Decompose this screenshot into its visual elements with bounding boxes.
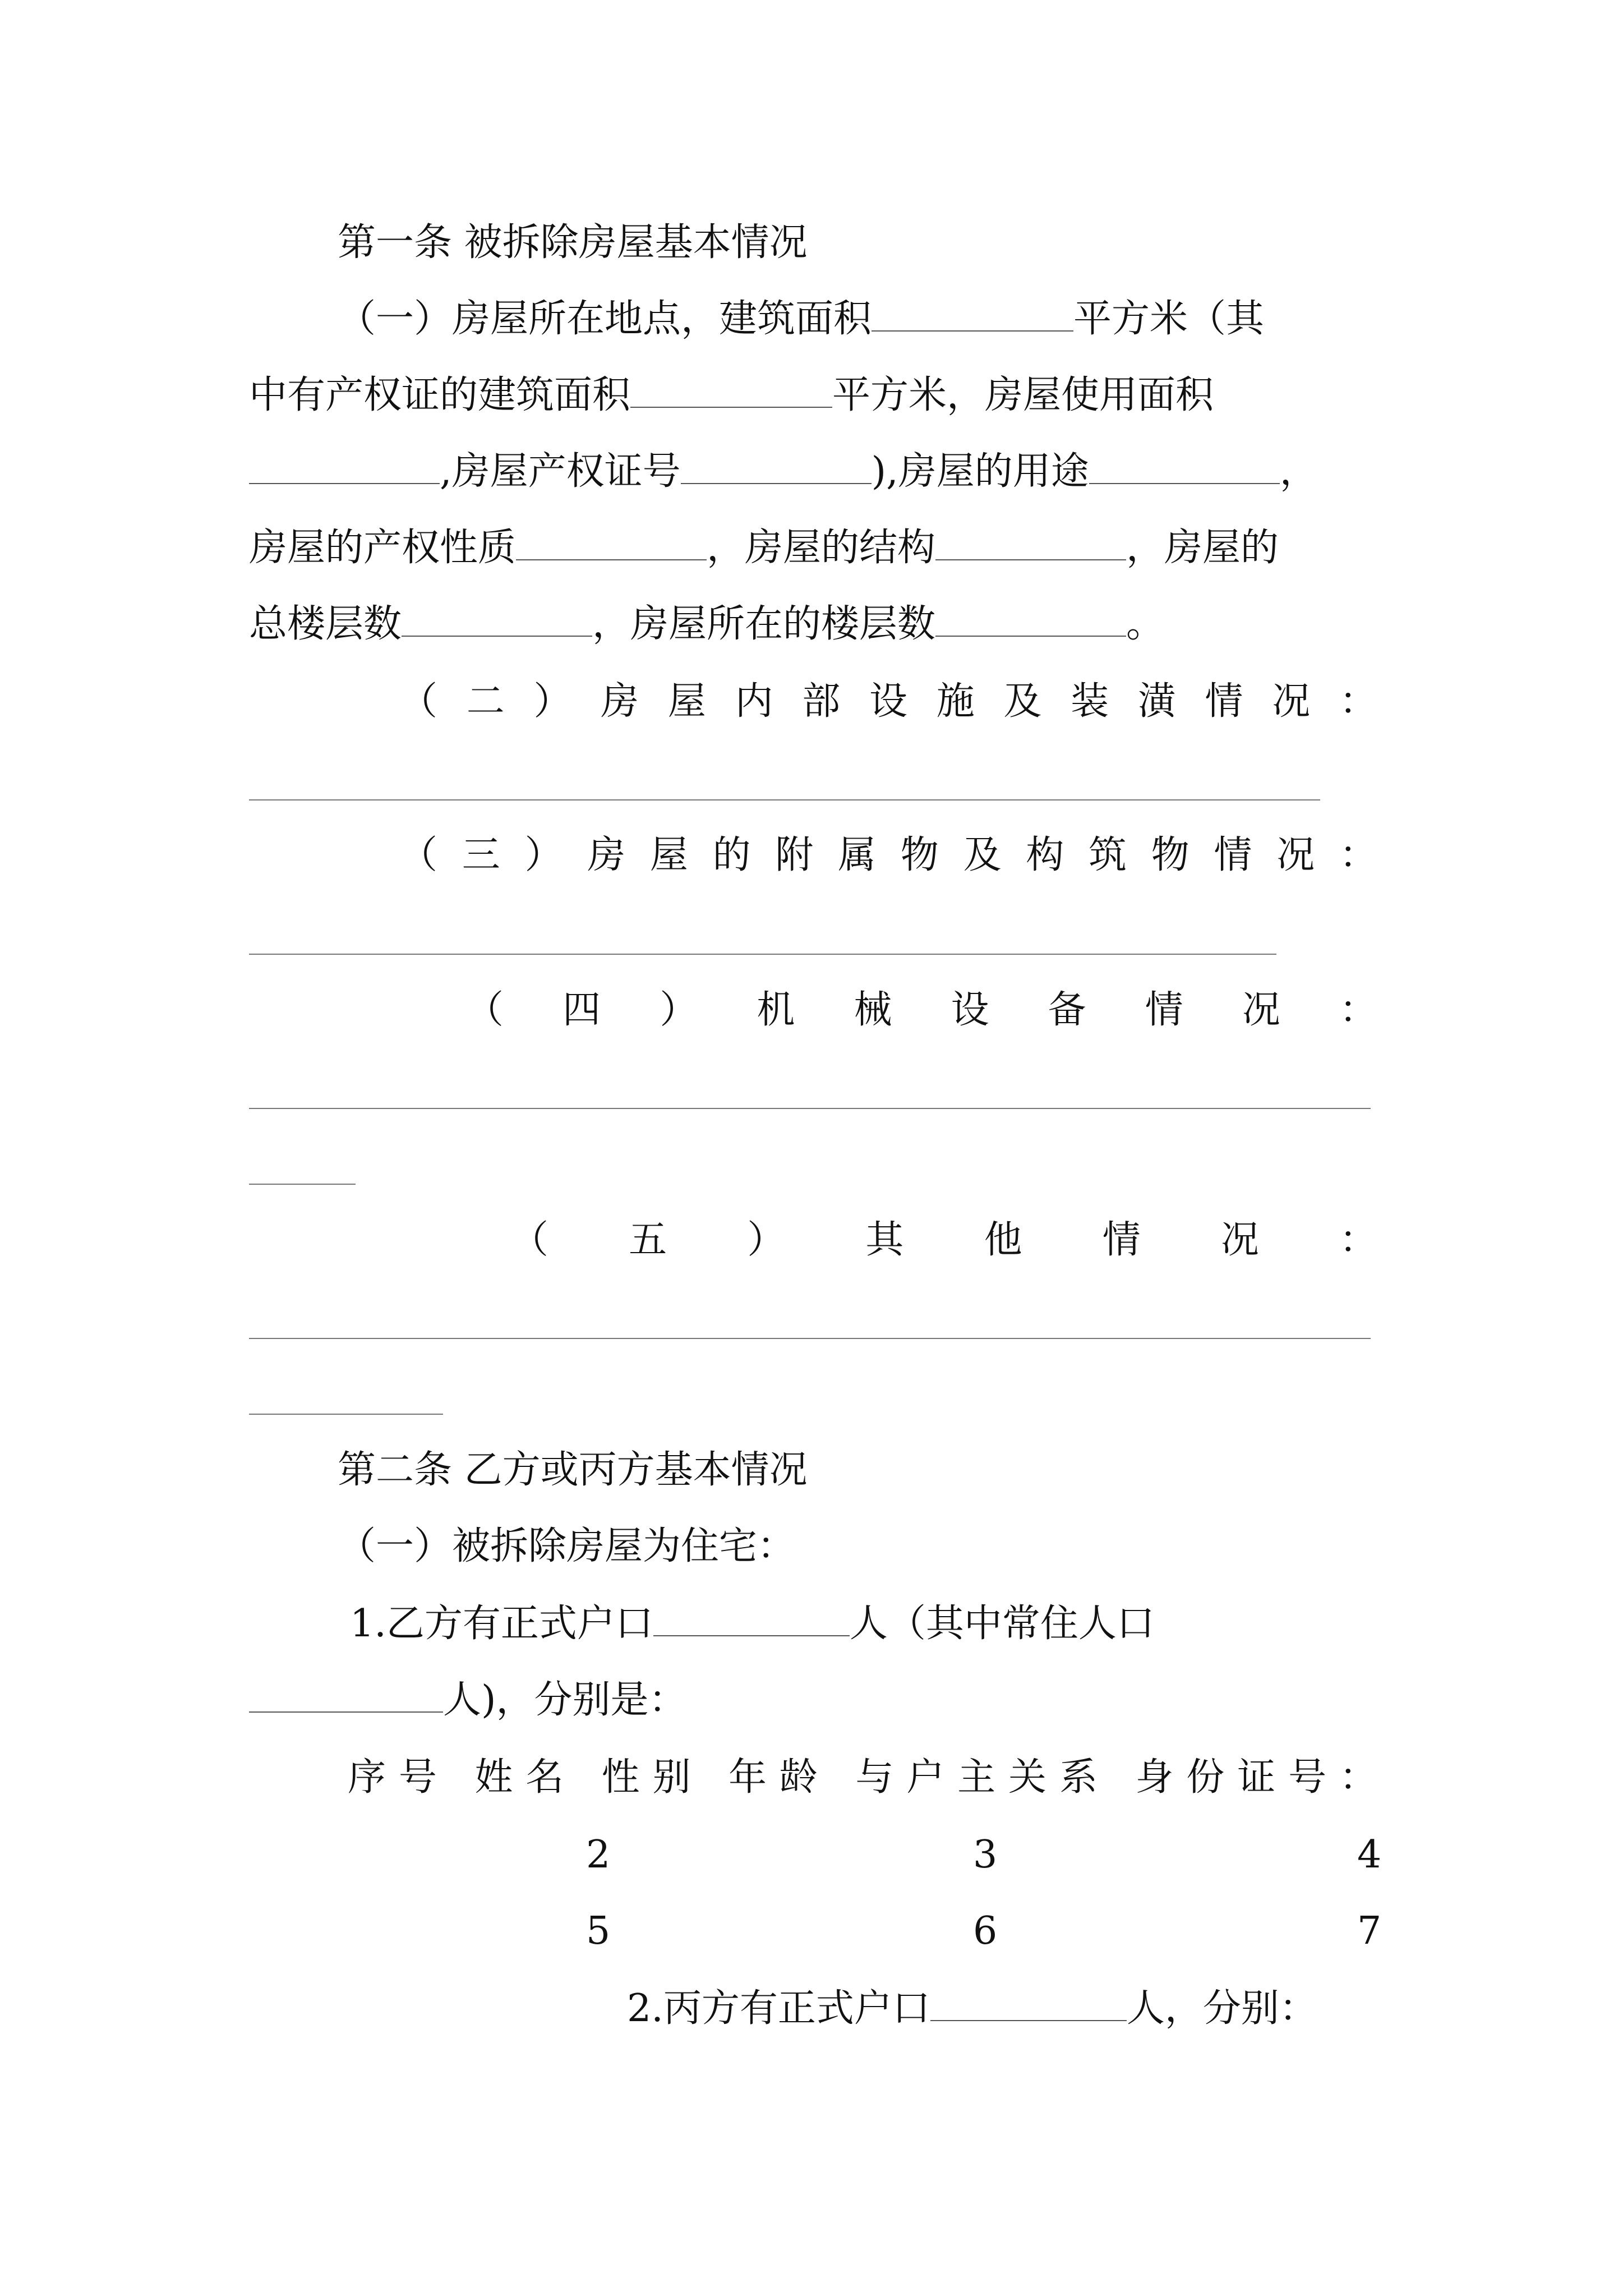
article-2-item-1-line-2: 人)，分别是： [249,1675,687,1726]
member-table-row [0,1906,1623,1957]
floor-located-blank[interactable] [935,601,1126,637]
article-1-para-3: （三）房屋的附属物及构筑物情况： [399,833,1377,877]
member-table-row [0,1830,1623,1880]
article-1-para-1-line-3: ,房屋产权证号 ),房屋的用途 ， [249,447,1393,497]
article-1-para-5: （五）其他情况： [510,1218,1377,1262]
registered-persons-blank[interactable] [653,1600,850,1636]
resident-persons-blank[interactable] [249,1677,443,1713]
party-c-persons-blank[interactable] [930,1985,1127,2021]
total-floors-blank[interactable] [402,601,592,637]
para-2-fill-line[interactable] [249,799,1320,800]
property-nature-blank[interactable] [516,524,707,560]
article-2-item-2: 2.丙方有正式户口 人，分别： [627,1986,1317,2031]
article-1-para-1-line-1: （一）房屋所在地点，建筑面积 平方米（其 [338,297,1265,341]
property-cert-no-blank[interactable] [681,448,872,484]
para-4-fill-line-2[interactable] [249,1184,356,1185]
article-1-para-2: （二）房屋内部设施及装潢情况： [399,679,1377,724]
para-3-fill-line[interactable] [249,954,1276,955]
article-1-para-1-line-2: 中有产权证的建筑面积 平方米，房屋使用面积 [249,373,1214,417]
para-5-fill-line-1[interactable] [249,1338,1371,1339]
table-cell: 3 [973,1833,998,1877]
article-1-title: 第一条 被拆除房屋基本情况 [338,220,808,265]
para-4-fill-line-1[interactable] [249,1108,1371,1109]
certified-area-blank[interactable] [630,372,832,408]
building-area-blank[interactable] [872,296,1073,332]
article-1-para-1-line-5: 总楼层数 ，房屋所在的楼层数 。 [249,602,1165,646]
table-cell: 2 [586,1833,611,1877]
usable-area-blank[interactable] [249,448,440,484]
article-2-sub-1: （一）被拆除房屋为住宅： [338,1524,796,1568]
article-1-para-1-line-4: 房屋的产权性质 ，房屋的结构 ，房屋的 [249,526,1279,570]
table-cell: 4 [1357,1833,1382,1877]
table-cell: 5 [586,1909,611,1953]
table-cell: 7 [1357,1909,1382,1953]
house-structure-blank[interactable] [935,524,1126,560]
article-2-title: 第二条 乙方或丙方基本情况 [338,1448,808,1492]
member-table-header: 序号 姓名 性别 年龄 与户主关系 身份证号： [348,1755,1377,1800]
para-5-fill-line-2[interactable] [249,1414,443,1415]
table-cell: 6 [973,1909,998,1953]
house-use-blank[interactable] [1089,448,1280,484]
article-2-item-1-line-1: 1.乙方有正式户口 人（其中常住人口 [350,1602,1155,1646]
article-1-para-4: （四）机械设备情况： [465,988,1377,1032]
